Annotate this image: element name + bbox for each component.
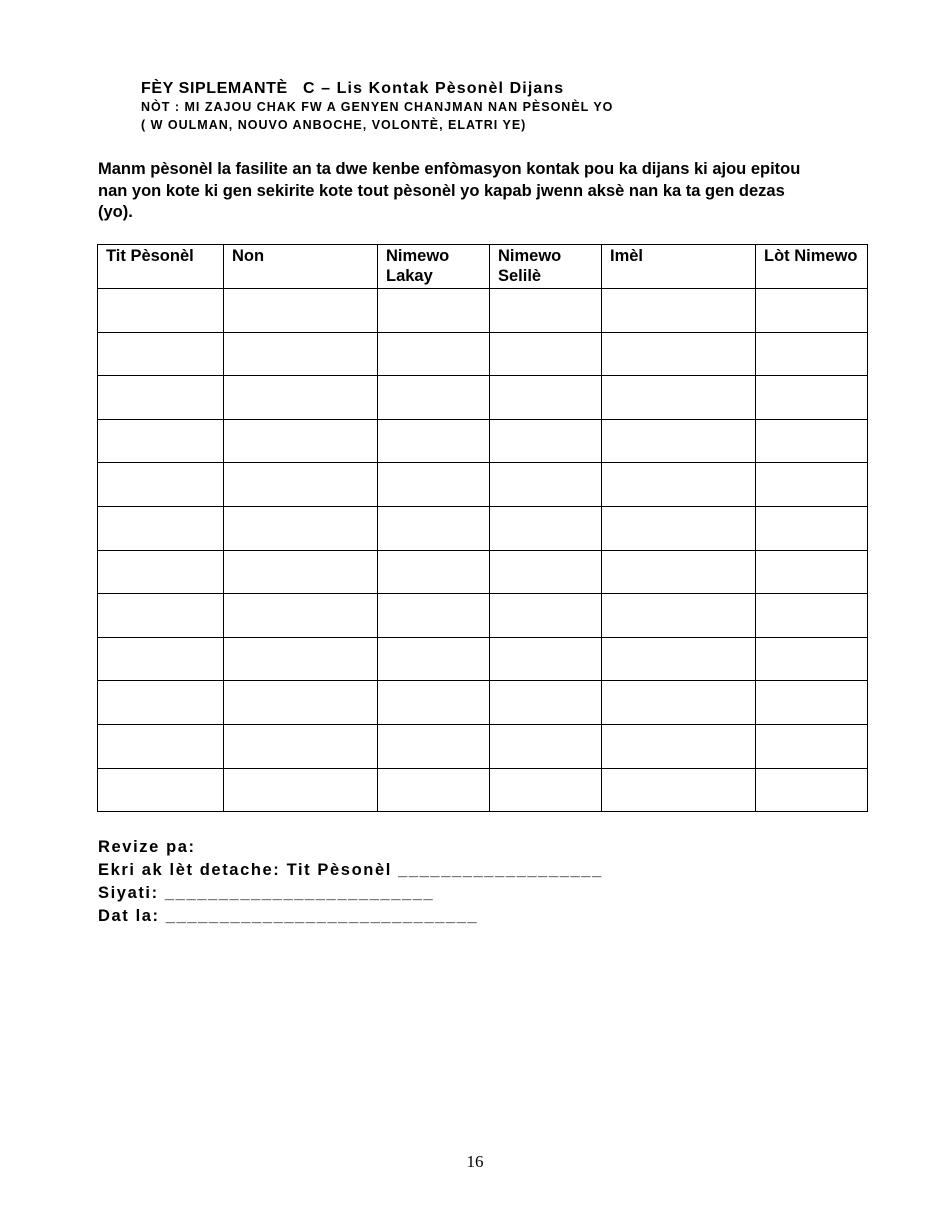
document-header <box>141 79 613 134</box>
table-cell[interactable] <box>756 376 868 420</box>
signature-line: Siyati: _________________________ <box>98 884 435 902</box>
document-title <box>141 79 613 98</box>
table-body <box>98 289 868 812</box>
table-row <box>98 376 868 420</box>
table-cell[interactable] <box>98 506 224 550</box>
review-section <box>98 836 603 928</box>
title-part-2: C – Lis Kontak Pèsonèl Dijans <box>302 80 565 97</box>
table-cell[interactable] <box>378 550 490 594</box>
table-cell[interactable] <box>98 289 224 333</box>
table-cell[interactable] <box>490 724 602 768</box>
table-cell[interactable] <box>378 594 490 638</box>
table-cell[interactable] <box>756 463 868 507</box>
page-number: 16 <box>466 1152 484 1171</box>
table-row <box>98 681 868 725</box>
note-line-2: ( W OULMAN, NOUVO ANBOCHE, VOLONTÈ, ELATRI YE) <box>141 118 527 132</box>
table-cell[interactable] <box>756 550 868 594</box>
table-cell[interactable] <box>490 506 602 550</box>
table-cell[interactable] <box>756 594 868 638</box>
table-row <box>98 419 868 463</box>
table-cell[interactable] <box>756 506 868 550</box>
table-cell[interactable] <box>224 724 378 768</box>
table-cell[interactable] <box>756 768 868 812</box>
note-line-1: NÒT : MI ZAJOU CHAK FW A GENYEN CHANJMAN NAN PÈSONÈL YO <box>141 100 614 114</box>
table-cell[interactable] <box>98 724 224 768</box>
column-header-staff-title: Tit Pèsonèl <box>98 245 224 289</box>
table-header-row <box>98 245 868 289</box>
table-cell[interactable] <box>490 332 602 376</box>
table-row <box>98 463 868 507</box>
table-cell[interactable] <box>756 332 868 376</box>
table-cell[interactable] <box>490 419 602 463</box>
table-row <box>98 768 868 812</box>
column-header-name: Non <box>224 245 378 289</box>
column-header-email: Imèl <box>602 245 756 289</box>
emergency-contact-table <box>97 244 868 812</box>
table-row <box>98 724 868 768</box>
table-cell[interactable] <box>602 376 756 420</box>
table-cell[interactable] <box>98 463 224 507</box>
table-cell[interactable] <box>98 550 224 594</box>
table-cell[interactable] <box>224 419 378 463</box>
table-cell[interactable] <box>378 289 490 333</box>
table-cell[interactable] <box>224 637 378 681</box>
table-cell[interactable] <box>756 419 868 463</box>
table-cell[interactable] <box>224 768 378 812</box>
print-title-line: Ekri ak lèt detache: Tit Pèsonèl ___________________ <box>98 861 603 879</box>
table-cell[interactable] <box>602 594 756 638</box>
table-cell[interactable] <box>98 768 224 812</box>
table-cell[interactable] <box>378 724 490 768</box>
table-cell[interactable] <box>378 463 490 507</box>
table-cell[interactable] <box>602 768 756 812</box>
table-cell[interactable] <box>490 463 602 507</box>
table-cell[interactable] <box>756 637 868 681</box>
table-cell[interactable] <box>602 637 756 681</box>
date-line: Dat la: _____________________________ <box>98 907 479 925</box>
table-cell[interactable] <box>602 289 756 333</box>
table-cell[interactable] <box>98 681 224 725</box>
table-cell[interactable] <box>490 768 602 812</box>
table-cell[interactable] <box>224 594 378 638</box>
table-cell[interactable] <box>378 681 490 725</box>
table-row <box>98 506 868 550</box>
table-cell[interactable] <box>378 506 490 550</box>
table-cell[interactable] <box>378 768 490 812</box>
intro-paragraph: Manm pèsonèl la fasilite an ta dwe kenbe enfòmasyon kontak pou ka dijans ki ajou epitou nan yon kote ki gen sekirite kote tout pèsonèl yo kapab jwenn aksè nan ka ta gen dezas (yo). <box>98 160 801 221</box>
table-cell[interactable] <box>378 332 490 376</box>
table-cell[interactable] <box>490 550 602 594</box>
table-row <box>98 332 868 376</box>
table-cell[interactable] <box>98 419 224 463</box>
table-cell[interactable] <box>602 463 756 507</box>
table-cell[interactable] <box>378 376 490 420</box>
table-cell[interactable] <box>224 289 378 333</box>
table-cell[interactable] <box>224 376 378 420</box>
table-cell[interactable] <box>490 594 602 638</box>
column-header-cell-number: Nimewo Selilè <box>490 245 602 289</box>
table-cell[interactable] <box>224 332 378 376</box>
table-cell[interactable] <box>490 681 602 725</box>
column-header-home-number: Nimewo Lakay <box>378 245 490 289</box>
table-cell[interactable] <box>98 594 224 638</box>
table-cell[interactable] <box>490 289 602 333</box>
table-cell[interactable] <box>490 376 602 420</box>
table-cell[interactable] <box>378 419 490 463</box>
title-part-1: FÈY SIPLEMANTÈ <box>141 80 288 97</box>
table-cell[interactable] <box>490 637 602 681</box>
table-cell[interactable] <box>756 681 868 725</box>
table-cell[interactable] <box>224 550 378 594</box>
table-cell[interactable] <box>602 681 756 725</box>
table-row <box>98 637 868 681</box>
table-cell[interactable] <box>224 463 378 507</box>
table-cell[interactable] <box>602 419 756 463</box>
table-cell[interactable] <box>224 681 378 725</box>
table-cell[interactable] <box>602 724 756 768</box>
reviewed-by-label: Revize pa: <box>98 838 196 856</box>
table-cell[interactable] <box>98 332 224 376</box>
column-header-other-number: Lòt Nimewo <box>756 245 868 289</box>
table-cell[interactable] <box>756 289 868 333</box>
table-row <box>98 550 868 594</box>
table-cell[interactable] <box>602 506 756 550</box>
table-cell[interactable] <box>98 637 224 681</box>
table-row <box>98 289 868 333</box>
table-cell[interactable] <box>602 550 756 594</box>
table-cell[interactable] <box>756 724 868 768</box>
table-cell[interactable] <box>98 376 224 420</box>
table-cell[interactable] <box>378 637 490 681</box>
table-cell[interactable] <box>602 332 756 376</box>
table-row <box>98 594 868 638</box>
table-cell[interactable] <box>224 506 378 550</box>
